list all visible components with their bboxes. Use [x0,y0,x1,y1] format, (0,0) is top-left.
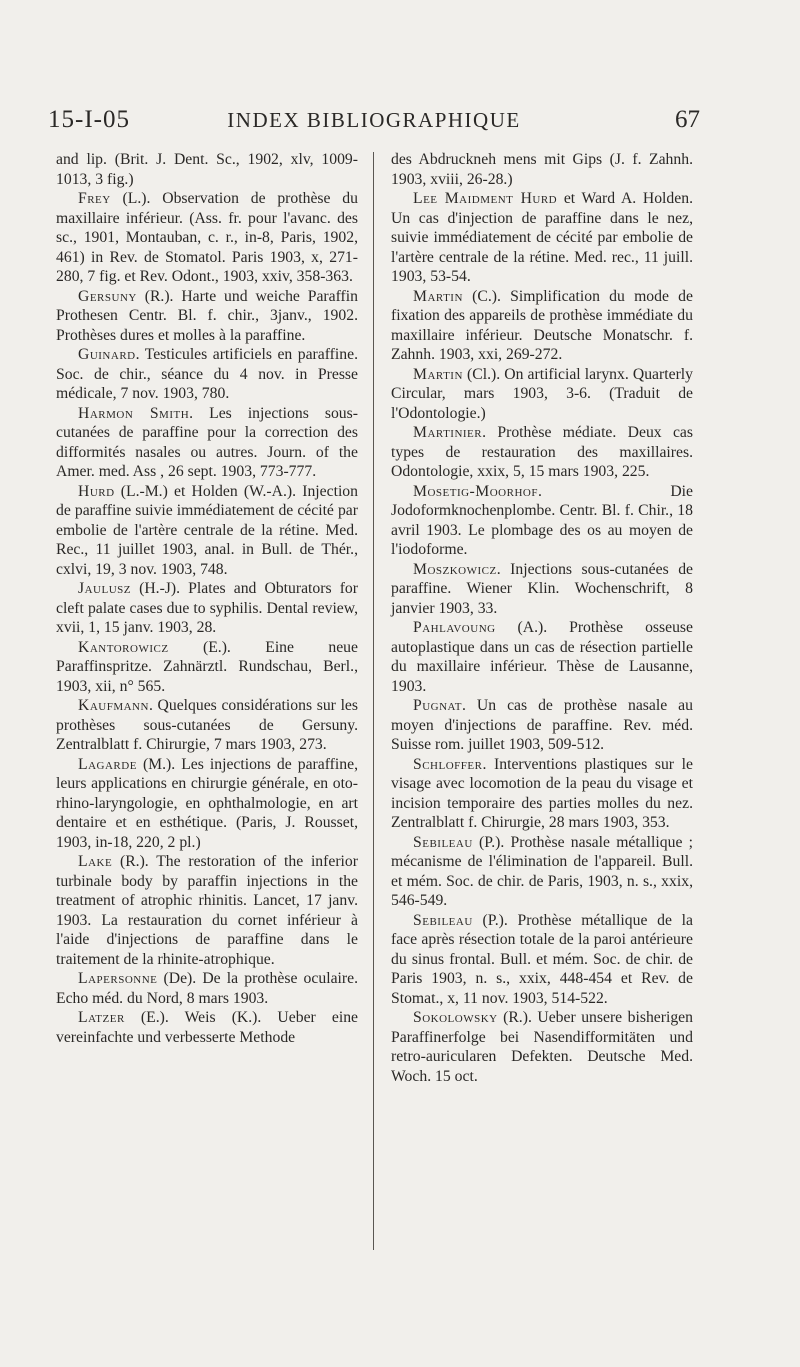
entry-text: et Ward A. Holden. Un cas d'injection de paraffine dans le nez, suivie immédiatement de cécité par embolie de l'artère centrale de la rétine. Med. rec., 11 juill. 1903, 53-54. [391,190,693,285]
bibliography-entry [56,755,358,853]
entry-author: Martin [413,365,463,383]
entry-text: (M.). Les injections de paraffine, leurs applications en chirurgie générale, en oto-rhino-laryngologie, en ophthalmologie, en art dentaire et en esthétique. (Paris, J. Rousset, 1903, in-18, 220, 2 pl.) [56,755,358,851]
bibliography-entry [391,911,693,1009]
entry-text: (Cl.). On artificial larynx. Quarterly Circular, mars 1903, 3-6. (Traduit de l'Odontologie.) [391,365,693,422]
entry-author: Jaulusz [78,580,131,597]
entry-text: (L.). Observation de prothèse du maxillaire inférieur. (Ass. fr. pour l'avanc. des sc., 1901, Montauban, c. r., in-8, Paris, 1902, 461) in Rev. de Stomatol. Paris 1903, x, 271-280, 7 fig. et Rev. Odont., 1903, xxiv, 358-363. [56,190,358,285]
entry-text: (E.). Eine neue Paraffinspritze. Zahnärztl. Rundschau, Berl., 1903, xii, n° 565. [56,638,358,695]
entry-author: Moszkowicz [413,560,497,578]
entry-author: Lee Maidment Hurd [413,190,558,207]
bibliography-entry [56,287,358,346]
bibliography-entry [56,969,358,1008]
entry-author: Mosetig-Moorhof [413,482,538,500]
entry-author: Latzer [78,1009,125,1026]
bibliography-entry [391,365,693,424]
entry-text: (H.-J). Plates and Obturators for cleft palate cases due to syphilis. Dental review, xvii, 1, 15 janv. 1903, 28. [56,580,358,636]
entry-text: . Quelques considérations sur les prothèses sous-cutanées de Gersuny. Zentralblatt f. Chirurgie, 7 mars 1903, 273. [56,697,358,753]
entry-text: (De). De la prothèse oculaire. Echo méd. du Nord, 8 mars 1903. [56,970,358,1007]
entry-author: Pahlavoung [413,619,496,636]
entry-text: (A.). Prothèse osseuse autoplastique dans un cas de résection partielle du maxillaire inférieur. Thèse de Lausanne, 1903. [391,619,693,695]
entry-text: . Interventions plastiques sur le visage avec locomotion de la peau du visage et incision temporaire des parties molles du nez. Zentralblatt f. Chirurgie, 28 mars 1903, 353. [391,755,693,831]
bibliography-entry [56,150,358,189]
bibliography-entry [391,833,693,911]
entry-author: Lagarde [78,755,137,773]
left-column [56,150,358,1047]
entry-text: (P.). Prothèse métallique de la face après résection totale de la paroi antérieure du sinus frontal. Bull. et mém. Soc. de chir. de Paris 1903, n. s., xxix, 448-454 et Rev. de Stomat., x, 11 nov. 1903, 514-522. [391,911,693,1007]
bibliography-entry [56,189,358,287]
entry-author: Martinier [413,424,483,441]
header-title: INDEX BIBLIOGRAPHIQUE [227,108,521,132]
bibliography-entry [391,423,693,482]
entry-text: (R.). Ueber unsere bisherigen Paraffinerfolge bei Nasendifformitäten und retro-auricularen Defekten. Deutsche Med. Woch. 15 oct. [391,1009,693,1085]
entry-author: Frey [78,190,111,207]
entry-author: Gersuny [78,287,137,305]
bibliography-entry [391,560,693,619]
entry-author: Hurd [78,482,115,500]
bibliography-entry [56,638,358,697]
entry-text: . Un cas de prothèse nasale au moyen d'injections de paraffine. Rev. méd. Suisse rom. juillet 1903, 509-512. [391,697,693,753]
entry-text: (R.). Harte und weiche Paraffin Prothesen Centr. Bl. f. chir., 3janv., 1902. Prothèses dures et molles à la paraffine. [56,287,358,344]
entry-text: (R.). The restoration of the inferior turbinale body by paraffin injections in the treatment of atrophic rhinitis. Lancet, 17 janv. 1903. La restauration du cornet inférieur à l'aide d'injections de paraffine dans le traitement de la rhinite-atrophique. [56,853,358,968]
entry-text: . Les injections sous-cutanées de paraffine pour la correction des difformités nasales ou autres. Journ. of the Amer. med. Ass , 26 sept. 1903, 773-777. [56,404,358,480]
page-header [48,106,700,140]
bibliography-entry [56,482,358,580]
bibliography-entry [56,1008,358,1047]
entry-text: . Injections sous-cutanées de paraffine. Wiener Klin. Wochenschrift, 8 janvier 1903, 33. [391,560,693,617]
entry-author: Pugnat [413,697,463,714]
entry-author: Kaufmann [78,697,149,714]
bibliography-entry [56,345,358,404]
entry-text: (E.). Weis (K.). Ueber eine vereinfachte und verbesserte Methode [56,1009,358,1046]
entry-text: and lip. (Brit. J. Dent. Sc., 1902, xlv, 1009-1013, 3 fig.) [56,151,358,188]
entry-author: Sebileau [413,911,473,929]
entry-text: . Prothèse médiate. Deux cas types de restauration des maxillaires. Odontologie, xxix, 5, 15 mars 1903, 225. [391,424,693,480]
right-column [391,150,693,1086]
entry-author: Lapersonne [78,970,158,987]
bibliography-entry [391,150,693,189]
bibliography-entry [56,579,358,638]
bibliography-entry [56,852,358,969]
entry-author: Guinard [78,346,136,363]
page-number: 67 [675,106,700,133]
entry-author: Lake [78,853,113,870]
entry-text: des Abdruckneh mens mit Gips (J. f. Zahnh. 1903, xviii, 26-28.) [391,151,693,188]
bibliography-entry [391,1008,693,1086]
bibliography-entry [391,287,693,365]
entry-author: Schloffer [413,755,483,773]
entry-text: (L.-M.) et Holden (W.-A.). Injection de paraffine suivie immédiatement de cécité par embolie de l'artère centrale de la rétine. Med. Rec., 11 juillet 1903, anal. in Bull. de Thér., cxlvi, 19, 3 nov. 1903, 748. [56,482,358,578]
bibliography-entry [391,696,693,755]
entry-text: (P.). Prothèse nasale métallique ; mécanisme de l'élimination de l'appareil. Bull. et mém. Soc. de chir. de Paris, 1903, n. s., xxix, 546-549. [391,833,693,909]
entry-text: (C.). Simplification du mode de fixation des appareils de prothèse immédiate du maxillaire inférieur. Deutsche Monatschr. f. Zahnh. 1903, xxi, 269-272. [391,287,693,363]
bibliography-entry [391,482,693,560]
bibliography-entry [391,189,693,287]
bibliography-entry [56,404,358,482]
entry-author: Kantorowicz [78,638,169,656]
entry-text: . Testicules artificiels en paraffine. Soc. de chir., séance du 4 nov. in Presse médicale, 7 nov. 1903, 780. [56,346,358,402]
entry-text: . Die Jodoformknochenplombe. Centr. Bl. f. Chir., 18 avril 1903. Le plombage des os au moyen de l'iodoforme. [391,482,693,558]
entry-author: Harmon Smith [78,404,190,422]
bibliography-entry [56,696,358,755]
entry-author: Sebileau [413,833,473,851]
entry-author: Sokolowsky [413,1009,498,1026]
header-date: 15-I-05 [48,106,130,133]
bibliography-entry [391,618,693,696]
column-divider [373,152,374,1250]
bibliography-entry [391,755,693,833]
entry-author: Martin [413,287,463,305]
